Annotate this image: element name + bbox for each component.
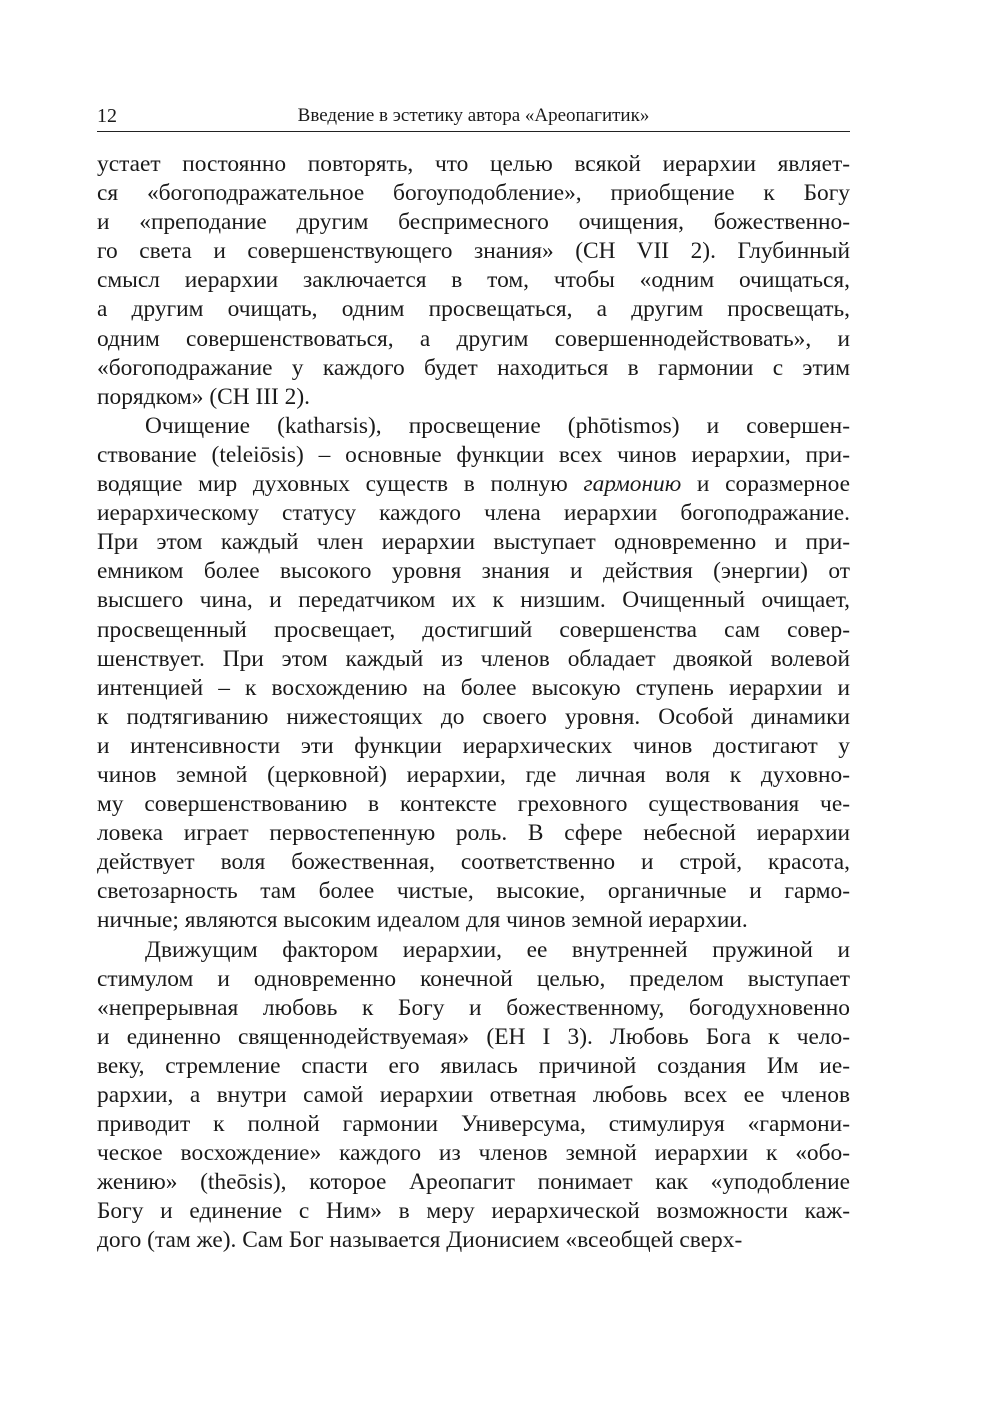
text-line: стимулом и одновременно конечной целью, пределом выступает xyxy=(97,965,850,992)
paragraph-3 xyxy=(97,936,850,1256)
text-line: Богу и единение с Ним» в меру иерархической возможности каж- xyxy=(97,1198,850,1225)
text-line: ствование (teleiōsis) – основные функции всех чинов иерархии, при- xyxy=(97,441,850,468)
text-line: а другим очищать, одним просвещаться, а другим просвещать, xyxy=(97,296,850,323)
text-line: ловека играет первостепенную роль. В сфере небесной иерархии xyxy=(97,820,850,847)
text-line: одним совершенствоваться, а другим совершеннодействовать», и xyxy=(97,325,850,352)
text-line: просвещенный просвещает, достигший совершенства сам совер- xyxy=(97,616,850,643)
text-line: водящие мир духовных существ в полную гармонию и соразмерное xyxy=(97,471,850,498)
text-line: иерархическому статусу каждого члена иерархии богоподражание. xyxy=(97,500,850,527)
text-line: ческое восхождение» каждого из членов земной иерархии к «обо- xyxy=(97,1140,850,1167)
text-line: и «преподание другим беспримесного очищения, божественно- xyxy=(97,209,850,236)
text-line: «непрерывная любовь к Богу и божественному, богодухновенно xyxy=(97,994,850,1021)
text-line: и интенсивности эти функции иерархических чинов достигают у xyxy=(97,732,850,759)
text-line: го света и совершенствующего знания» (CH VII 2). Глубинный xyxy=(97,238,850,265)
text-line: к подтягиванию нижестоящих до своего уровня. Особой динамики xyxy=(97,703,850,730)
text-line: интенцией – к восхождению на более высокую ступень иерархии и xyxy=(97,674,850,701)
text-line: ничные; являются высоким идеалом для чинов земной иерархии. xyxy=(97,907,748,934)
emphasized-word: гармонию xyxy=(583,471,682,498)
text-line: чинов земной (церковной) иерархии, где личная воля к духовно- xyxy=(97,761,850,788)
text-line: порядком» (CH III 2). xyxy=(97,383,311,410)
text-line: рархии, а внутри самой иерархии ответная любовь всех ее членов xyxy=(97,1082,850,1108)
text-line: При этом каждый член иерархии выступает одновременно и при- xyxy=(97,529,850,556)
text-line: устает постоянно повторять, что целью всякой иерархии являет- xyxy=(97,151,850,177)
text-line: ся «богоподражательное богоуподобление», приобщение к Богу xyxy=(97,180,850,207)
text-line: светозарность там более чистые, высокие, органичные и гармо- xyxy=(97,878,850,905)
text-line: Очищение (katharsis), просвещение (phōtismos) и совершен- xyxy=(145,412,850,439)
text-line: смысл иерархии заключается в том, чтобы «одним очищаться, xyxy=(97,267,850,294)
text-line: му совершенствованию в контексте греховного существования че- xyxy=(97,791,850,818)
text-line: Движущим фактором иерархии, ее внутренней пружиной и xyxy=(145,936,850,963)
text-line: приводит к полной гармонии Универсума, стимулируя «гармони- xyxy=(97,1111,850,1138)
running-title: Введение в эстетику автора «Ареопагитик» xyxy=(297,105,650,126)
text-line: и единенно священнодействуемая» (EH I 3). Любовь Бога к чело- xyxy=(97,1023,850,1050)
text-line: шенствует. При этом каждый из членов обладает двоякой волевой xyxy=(97,645,850,672)
text-line: действует воля божественная, соответственно и строй, красота, xyxy=(97,849,850,876)
page-header xyxy=(97,103,850,132)
text-line: емником более высокого уровня знания и действия (энергии) от xyxy=(97,558,850,585)
text-line: высшего чина, и передатчиком их к низшим. Очищенный очищает, xyxy=(97,587,850,614)
body-text xyxy=(97,150,850,1256)
text-line: веку, стремление спасти его явилась причиной создания Им ие- xyxy=(97,1052,850,1079)
paragraph-1 xyxy=(97,150,850,412)
paragraph-2 xyxy=(97,412,850,936)
text-line: «богоподражание у каждого будет находиться в гармонии с этим xyxy=(97,354,850,381)
text-line: дого (там же). Сам Бог называется Дионисием «всеобщей сверх- xyxy=(97,1227,743,1254)
page-number: 12 xyxy=(97,105,117,127)
text-line: жению» (theōsis), которое Ареопагит понимает как «уподобление xyxy=(97,1169,850,1196)
